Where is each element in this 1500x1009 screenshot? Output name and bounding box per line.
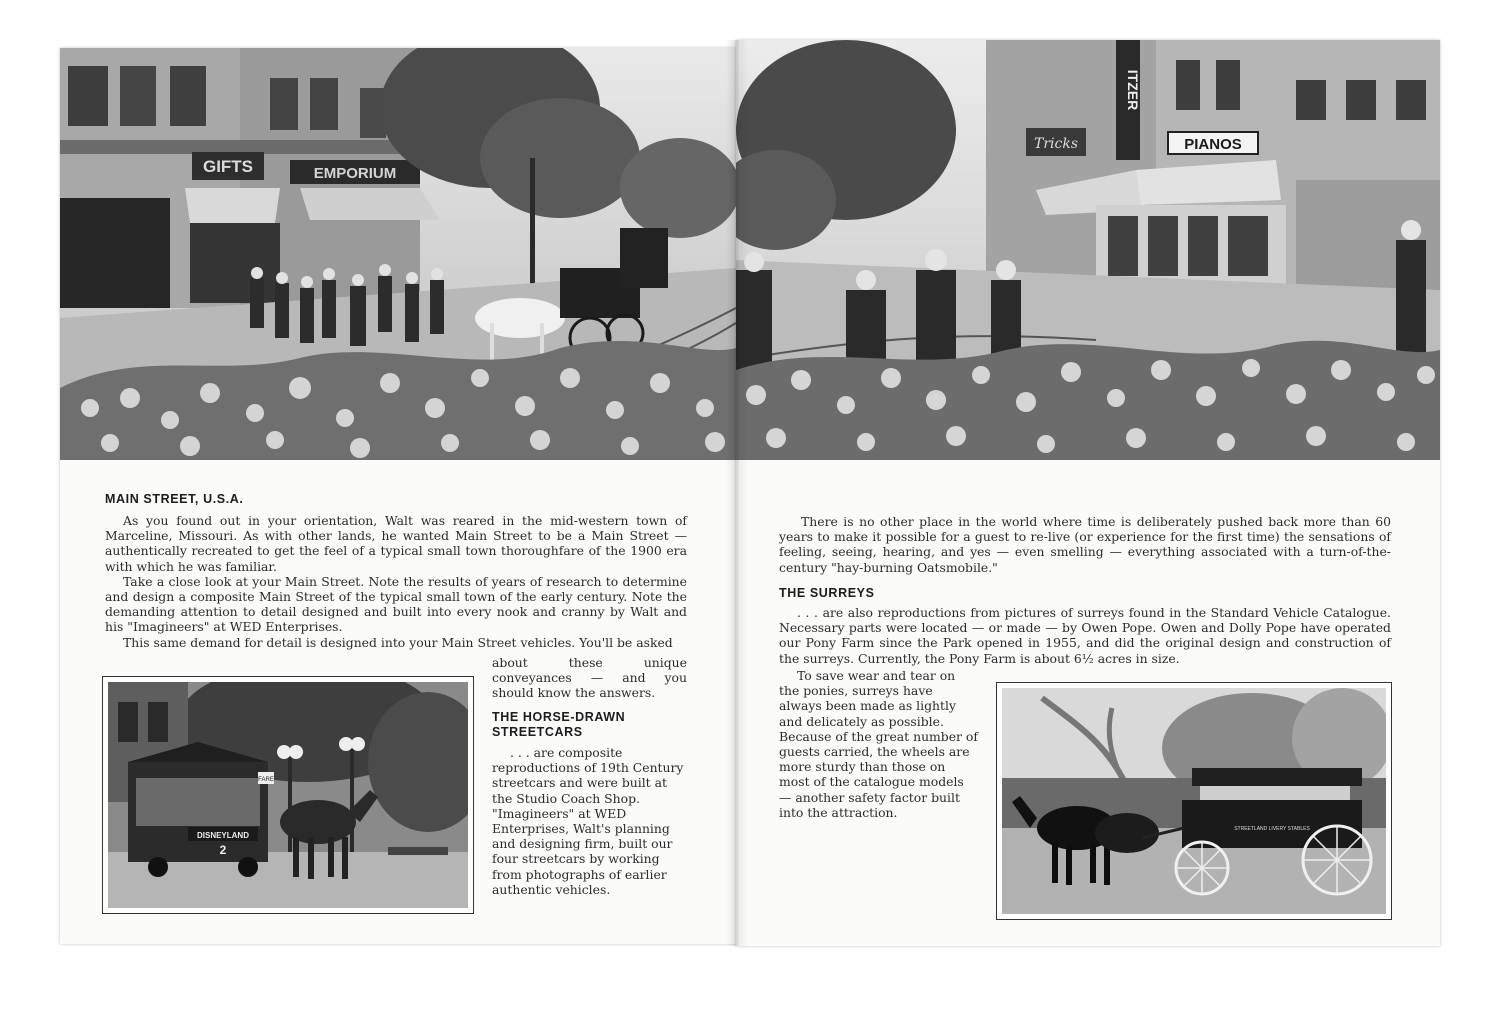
horse-drawn-streetcar-photo xyxy=(108,682,468,908)
streetcar-body xyxy=(492,745,687,897)
fare-sign: FARE xyxy=(258,777,274,783)
surrey-photo-frame xyxy=(996,682,1392,920)
right-page xyxy=(736,40,1440,946)
heading-line-2: STREETCARS xyxy=(492,725,583,739)
main-street-body xyxy=(105,513,687,650)
streetcar-photo-frame xyxy=(102,676,474,914)
streetcar-name-sign: DISNEYLAND xyxy=(196,831,250,840)
oatsmobile-paragraph: There is no other place in the world where time is deliberately pushed back more than 60 years to make it possible for a guest to re-live (or experience for the first time) the sensations of feeling, seeing, hearing, and yes — even smelling — everything associated with a turn-of-the-century "hay-burning Oatsmobile." xyxy=(779,514,1391,575)
book-gutter xyxy=(726,40,748,946)
surreys-body xyxy=(779,605,1391,666)
paragraph-close-look: Take a close look at your Main Street. Note the results of years of research to determine and design a composite Main Street of the typical small town of the early century. Note the demanding attention to detail designed and built into every nook and cranny by Walt and his "Imagineers" at WED Enterprises. xyxy=(105,573,687,635)
conveyances-continuation xyxy=(492,655,687,701)
surrey-plate: STREETLAND LIVERY STABLES xyxy=(1234,826,1310,832)
emporium-sign: EMPORIUM xyxy=(313,165,397,182)
horse-drawn-streetcars-heading xyxy=(492,710,625,740)
main-street-right-photo xyxy=(736,40,1440,460)
main-street-heading: MAIN STREET, U.S.A. xyxy=(105,492,244,506)
oatsmobile-body xyxy=(779,514,1391,575)
surreys-paragraph: . . . are also reproductions from pictures of surreys found in the Standard Vehicle Catalogue. Necessary parts were located — or made — by Owen Pope. Owen and Dolly Pope have operated our Pony Farm since the Park opened in 1955, and did the original design and construction of the surreys. Currently, the Pony Farm is about 6½ acres in size. xyxy=(779,605,1391,666)
conveyances-text: about these unique conveyances — and you should know the answers. xyxy=(492,655,687,701)
surrey-photo xyxy=(1002,688,1386,914)
main-street-left-photo xyxy=(60,48,736,460)
left-page xyxy=(60,48,737,944)
main-street-panorama-left xyxy=(60,48,736,460)
wear-and-tear-body xyxy=(779,668,979,820)
paragraph-orientation: As you found out in your orientation, Walt was reared in the mid-western town of Marceline, Missouri. As with other lands, he wanted Main Street to be a Main Street — authentically recreated to get the feel of a typical small town thoroughfare of the 1900 era with which he was familiar. xyxy=(105,513,687,574)
main-street-panorama-right xyxy=(736,40,1440,460)
blitzer-sign: ITZER xyxy=(1125,69,1141,111)
gifts-sign: GIFTS xyxy=(202,157,254,176)
wear-and-tear-paragraph: To save wear and tear on the ponies, surreys have always been made as lightly and delicately as possible. Because of the great number of guests carried, the wheels are more sturdy than those on most of the catalogue models — another safety factor built into the attraction. xyxy=(779,668,978,820)
streetcar-number: 2 xyxy=(219,843,227,857)
pianos-sign: PIANOS xyxy=(1184,136,1242,153)
surreys-heading: THE SURREYS xyxy=(779,586,875,600)
tricks-sign: Tricks xyxy=(1033,136,1079,152)
paragraph-demand-detail: This same demand for detail is designed into your Main Street vehicles. You'll be asked xyxy=(123,634,673,650)
streetcar-text: . . . are composite reproductions of 19th Century streetcars and were built at the Studio Coach Shop. "Imagineers" at WED Enterprises, Walt's planning and designing firm, built our four streetcars by working from photographs of earlier authentic vehicles. xyxy=(492,745,684,897)
heading-line-1: THE HORSE-DRAWN xyxy=(492,710,626,724)
